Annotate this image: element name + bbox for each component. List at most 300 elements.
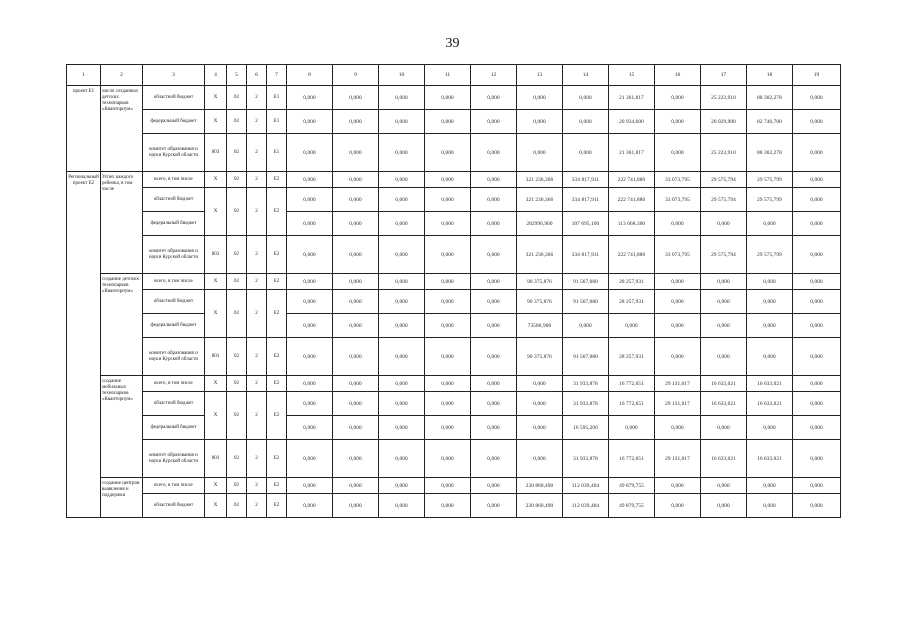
amount-cell: 0,000 (563, 314, 609, 338)
column-number: 17 (701, 65, 747, 86)
code-cell: 02 (227, 376, 247, 392)
amount-cell: 49 879,755 (609, 494, 655, 518)
amount-cell: 0,000 (425, 376, 471, 392)
amount-cell: 0,000 (333, 274, 379, 290)
amount-cell: 0,000 (517, 440, 563, 478)
table-row (67, 478, 841, 494)
table-row (67, 236, 841, 274)
code-cell: Х (205, 392, 227, 440)
amount-cell: 0,000 (655, 494, 701, 518)
amount-cell: 0,000 (747, 478, 793, 494)
code-cell: Х (205, 110, 227, 134)
amount-cell: 0,000 (287, 212, 333, 236)
amount-cell: 321 236,366 (517, 172, 563, 188)
column-number: 16 (655, 65, 701, 86)
funding-source-cell: областной бюджет (143, 494, 205, 518)
amount-cell: 0,000 (655, 274, 701, 290)
amount-cell: 0,000 (379, 392, 425, 416)
table-row (67, 274, 841, 290)
funding-source-cell: федеральный бюджет (143, 110, 205, 134)
amount-cell: 16 772,651 (609, 392, 655, 416)
amount-cell: 33 073,795 (655, 172, 701, 188)
amount-cell: 0,000 (517, 416, 563, 440)
amount-cell: 25 223,910 (701, 86, 747, 110)
amount-cell: 0,000 (701, 314, 747, 338)
amount-cell: 0,000 (655, 110, 701, 134)
code-cell: 02 (227, 172, 247, 188)
code-cell: 02 (227, 392, 247, 440)
code-cell: 02 (227, 86, 247, 110)
table-row (67, 212, 841, 236)
code-cell: 2 (247, 172, 267, 188)
amount-cell: 282996,900 (517, 212, 563, 236)
amount-cell: 0,000 (563, 110, 609, 134)
amount-cell: 0,000 (471, 392, 517, 416)
amount-cell: 0,000 (471, 134, 517, 172)
amount-cell: 334 817,911 (563, 188, 609, 212)
page-number: 39 (445, 36, 460, 51)
amount-cell: 28 257,931 (609, 290, 655, 314)
amount-cell: 0,000 (425, 86, 471, 110)
table-row (67, 376, 841, 392)
amount-cell: 0,000 (333, 338, 379, 376)
amount-cell: 0,000 (471, 416, 517, 440)
amount-cell: 0,000 (701, 494, 747, 518)
amount-cell: 0,000 (379, 290, 425, 314)
amount-cell: 0,000 (471, 172, 517, 188)
amount-cell: 16 633,021 (701, 376, 747, 392)
amount-cell: 0,000 (379, 314, 425, 338)
amount-cell: 90 375,876 (517, 290, 563, 314)
amount-cell: 0,000 (655, 416, 701, 440)
amount-cell: 0,000 (655, 212, 701, 236)
activity-name-cell: создание детских технопарков «Кванториум» (101, 274, 143, 376)
amount-cell: 0,000 (471, 86, 517, 110)
column-number: 19 (793, 65, 841, 86)
amount-cell: 0,000 (793, 494, 841, 518)
amount-cell: 91 567,080 (563, 290, 609, 314)
code-cell: 2 (247, 478, 267, 494)
column-number: 10 (379, 65, 425, 86)
amount-cell: 16 595,200 (563, 416, 609, 440)
budget-table (66, 64, 841, 518)
amount-cell: 29 131,017 (655, 440, 701, 478)
amount-cell: 0,000 (471, 494, 517, 518)
code-cell: 02 (227, 134, 247, 172)
amount-cell: 0,000 (333, 236, 379, 274)
table-row (67, 338, 841, 376)
amount-cell: 0,000 (793, 314, 841, 338)
column-number: 4 (205, 65, 227, 86)
code-cell: 02 (227, 274, 247, 290)
code-cell: Е1 (267, 86, 287, 110)
code-cell: 02 (227, 338, 247, 376)
amount-cell: 16 633,021 (747, 376, 793, 392)
amount-cell: 0,000 (287, 134, 333, 172)
amount-cell: 29 575,799 (747, 236, 793, 274)
amount-cell: 29 575,794 (701, 236, 747, 274)
funding-source-cell: областной бюджет (143, 392, 205, 416)
amount-cell: 0,000 (287, 392, 333, 416)
funding-source-cell: областной бюджет (143, 290, 205, 314)
amount-cell: 0,000 (287, 188, 333, 212)
code-cell: 2 (247, 188, 267, 236)
amount-cell: 0,000 (747, 416, 793, 440)
amount-cell: 0,000 (333, 134, 379, 172)
funding-source-cell: всего, в том числе (143, 478, 205, 494)
amount-cell: 0,000 (287, 376, 333, 392)
amount-cell: 0,000 (701, 478, 747, 494)
amount-cell: 16 633,021 (701, 392, 747, 416)
table-row (67, 134, 841, 172)
table-row (67, 440, 841, 478)
amount-cell: 0,000 (747, 290, 793, 314)
amount-cell: 0,000 (471, 110, 517, 134)
amount-cell: 0,000 (701, 212, 747, 236)
amount-cell: 0,000 (287, 440, 333, 478)
code-cell: 02 (227, 236, 247, 274)
code-cell: Е2 (267, 172, 287, 188)
amount-cell: 0,000 (517, 110, 563, 134)
amount-cell: 21 361,817 (609, 86, 655, 110)
amount-cell: 0,000 (425, 440, 471, 478)
column-number: 18 (747, 65, 793, 86)
amount-cell: 334 817,911 (563, 172, 609, 188)
amount-cell: 33 073,795 (655, 236, 701, 274)
amount-cell: 0,000 (471, 338, 517, 376)
amount-cell: 28 257,931 (609, 338, 655, 376)
amount-cell: 0,000 (793, 440, 841, 478)
table-row (67, 86, 841, 110)
amount-cell: 0,000 (655, 478, 701, 494)
code-cell: Е2 (267, 392, 287, 440)
amount-cell: 0,000 (379, 110, 425, 134)
code-cell: 803 (205, 440, 227, 478)
column-number: 1 (67, 65, 101, 86)
amount-cell: 0,000 (287, 494, 333, 518)
amount-cell: 230 860,490 (517, 494, 563, 518)
amount-cell: 49 879,755 (609, 478, 655, 494)
amount-cell: 29 131,017 (655, 392, 701, 416)
amount-cell: 0,000 (747, 274, 793, 290)
code-cell: Х (205, 188, 227, 236)
funding-source-cell: всего, в том числе (143, 376, 205, 392)
amount-cell: 0,000 (609, 314, 655, 338)
funding-source-cell: комитет образования и науки Курской области (143, 236, 205, 274)
amount-cell: 107 695,100 (563, 212, 609, 236)
table-row (67, 494, 841, 518)
amount-cell: 0,000 (747, 494, 793, 518)
amount-cell: 0,000 (609, 416, 655, 440)
amount-cell: 0,000 (333, 188, 379, 212)
code-cell: 2 (247, 86, 267, 110)
code-cell: Е1 (267, 134, 287, 172)
amount-cell: 0,000 (701, 290, 747, 314)
activity-name-cell: создание центров выявления и поддержки (101, 478, 143, 518)
amount-cell: 20 934,600 (609, 110, 655, 134)
amount-cell: 16 633,021 (701, 440, 747, 478)
code-cell: 803 (205, 236, 227, 274)
amount-cell: 73586,900 (517, 314, 563, 338)
amount-cell: 25 223,910 (701, 134, 747, 172)
amount-cell: 0,000 (471, 236, 517, 274)
amount-cell: 0,000 (425, 314, 471, 338)
code-cell: Х (205, 376, 227, 392)
amount-cell: 0,000 (379, 212, 425, 236)
amount-cell: 0,000 (793, 86, 841, 110)
amount-cell: 0,000 (793, 212, 841, 236)
amount-cell: 0,000 (793, 172, 841, 188)
amount-cell: 112 039,404 (563, 478, 609, 494)
code-cell: 2 (247, 236, 267, 274)
amount-cell: 0,000 (793, 188, 841, 212)
amount-cell: 321 236,366 (517, 236, 563, 274)
code-cell: Е2 (267, 274, 287, 290)
amount-cell: 0,000 (425, 172, 471, 188)
amount-cell: 0,000 (333, 86, 379, 110)
amount-cell: 0,000 (701, 274, 747, 290)
amount-cell: 0,000 (379, 376, 425, 392)
code-cell: 803 (205, 338, 227, 376)
amount-cell: 0,000 (333, 392, 379, 416)
activity-name-cell: создание мобильных технопарков «Кванториум» (101, 376, 143, 478)
table-row (67, 110, 841, 134)
code-cell: 803 (205, 134, 227, 172)
table-row (67, 172, 841, 188)
amount-cell: 0,000 (563, 86, 609, 110)
amount-cell: 0,000 (333, 416, 379, 440)
table-row (67, 392, 841, 416)
amount-cell: 0,000 (793, 392, 841, 416)
amount-cell: 16 772,651 (609, 440, 655, 478)
code-cell: Х (205, 172, 227, 188)
amount-cell: 0,000 (287, 172, 333, 188)
amount-cell: 0,000 (333, 172, 379, 188)
amount-cell: 0,000 (425, 134, 471, 172)
amount-cell: 0,000 (517, 86, 563, 110)
amount-cell: 0,000 (333, 376, 379, 392)
amount-cell: 0,000 (425, 274, 471, 290)
project-name-cell: проект Е1 (67, 86, 101, 172)
amount-cell: 0,000 (287, 290, 333, 314)
code-cell: 02 (227, 494, 247, 518)
funding-source-cell: комитет образования и науки Курской области (143, 440, 205, 478)
amount-cell: 0,000 (701, 416, 747, 440)
funding-source-cell: всего, в том числе (143, 274, 205, 290)
column-number: 13 (517, 65, 563, 86)
amount-cell: 91 567,080 (563, 338, 609, 376)
column-number: 7 (267, 65, 287, 86)
amount-cell: 0,000 (747, 212, 793, 236)
amount-cell: 0,000 (287, 338, 333, 376)
code-cell: 2 (247, 338, 267, 376)
amount-cell: 222 741,880 (609, 236, 655, 274)
funding-source-cell: федеральный бюджет (143, 314, 205, 338)
amount-cell: 29 575,799 (747, 188, 793, 212)
amount-cell: 0,000 (287, 274, 333, 290)
column-number: 11 (425, 65, 471, 86)
amount-cell: 0,000 (379, 236, 425, 274)
code-cell: 2 (247, 440, 267, 478)
funding-source-cell: федеральный бюджет (143, 212, 205, 236)
code-cell: Х (205, 290, 227, 338)
amount-cell: 0,000 (333, 440, 379, 478)
funding-source-cell: областной бюджет (143, 188, 205, 212)
amount-cell: 28 257,931 (609, 274, 655, 290)
amount-cell: 16 633,021 (747, 392, 793, 416)
amount-cell: 29 575,794 (701, 172, 747, 188)
amount-cell: 0,000 (333, 494, 379, 518)
amount-cell: 0,000 (747, 314, 793, 338)
amount-cell: 88 302,278 (747, 134, 793, 172)
amount-cell: 0,000 (287, 86, 333, 110)
amount-cell: 0,000 (793, 274, 841, 290)
activity-name-cell: Успех каждого ребенка, в том числе (101, 172, 143, 274)
column-number: 2 (101, 65, 143, 86)
code-cell: 2 (247, 392, 267, 440)
amount-cell: 112 039,404 (563, 494, 609, 518)
column-number: 9 (333, 65, 379, 86)
amount-cell: 31 933,878 (563, 392, 609, 416)
code-cell: 02 (227, 290, 247, 338)
amount-cell: 321 236,366 (517, 188, 563, 212)
column-number: 15 (609, 65, 655, 86)
amount-cell: 0,000 (655, 338, 701, 376)
amount-cell: 90 375,876 (517, 338, 563, 376)
amount-cell: 0,000 (379, 134, 425, 172)
code-cell: 2 (247, 494, 267, 518)
code-cell: Х (205, 274, 227, 290)
amount-cell: 29 575,799 (747, 172, 793, 188)
amount-cell: 0,000 (287, 110, 333, 134)
amount-cell: 0,000 (425, 416, 471, 440)
amount-cell: 230 860,490 (517, 478, 563, 494)
amount-cell: 29 575,794 (701, 188, 747, 212)
amount-cell: 0,000 (425, 478, 471, 494)
table-row (67, 416, 841, 440)
code-cell: 02 (227, 478, 247, 494)
amount-cell: 0,000 (471, 212, 517, 236)
amount-cell: 0,000 (471, 188, 517, 212)
amount-cell: 0,000 (425, 290, 471, 314)
amount-cell: 222 741,880 (609, 188, 655, 212)
code-cell: 2 (247, 274, 267, 290)
funding-source-cell: комитет образования и науки Курской области (143, 134, 205, 172)
amount-cell: 0,000 (517, 134, 563, 172)
amount-cell: 20 029,900 (701, 110, 747, 134)
amount-cell: 0,000 (379, 440, 425, 478)
code-cell: 02 (227, 440, 247, 478)
amount-cell: 33 073,795 (655, 188, 701, 212)
column-number: 3 (143, 65, 205, 86)
amount-cell: 222 741,880 (609, 172, 655, 188)
amount-cell: 0,000 (471, 274, 517, 290)
amount-cell: 0,000 (517, 376, 563, 392)
code-cell: 2 (247, 134, 267, 172)
code-cell: Х (205, 478, 227, 494)
table-row (67, 188, 841, 212)
amount-cell: 0,000 (793, 478, 841, 494)
amount-cell: 0,000 (379, 188, 425, 212)
amount-cell: 0,000 (471, 440, 517, 478)
project-name-cell: Региональный проект Е2 (67, 172, 101, 518)
amount-cell: 91 567,080 (563, 274, 609, 290)
amount-cell: 0,000 (563, 134, 609, 172)
code-cell: Е2 (267, 478, 287, 494)
amount-cell: 0,000 (793, 290, 841, 314)
amount-cell: 0,000 (793, 236, 841, 274)
table-body (67, 65, 841, 518)
amount-cell: 113 668,300 (609, 212, 655, 236)
amount-cell: 0,000 (379, 172, 425, 188)
code-cell: Е2 (267, 440, 287, 478)
column-number: 6 (247, 65, 267, 86)
amount-cell: 0,000 (747, 338, 793, 376)
funding-source-cell: федеральный бюджет (143, 416, 205, 440)
amount-cell: 0,000 (471, 376, 517, 392)
code-cell: Е2 (267, 290, 287, 338)
column-number: 14 (563, 65, 609, 86)
amount-cell: 0,000 (425, 494, 471, 518)
amount-cell: 0,000 (425, 110, 471, 134)
code-cell: 2 (247, 110, 267, 134)
amount-cell: 82 746,700 (747, 110, 793, 134)
amount-cell: 0,000 (655, 86, 701, 110)
code-cell: Е2 (267, 376, 287, 392)
amount-cell: 29 131,017 (655, 376, 701, 392)
amount-cell: 0,000 (287, 478, 333, 494)
amount-cell: 16 772,651 (609, 376, 655, 392)
amount-cell: 0,000 (655, 134, 701, 172)
amount-cell: 31 933,878 (563, 376, 609, 392)
amount-cell: 0,000 (793, 134, 841, 172)
amount-cell: 90 375,876 (517, 274, 563, 290)
code-cell: Е2 (267, 494, 287, 518)
amount-cell: 0,000 (379, 86, 425, 110)
amount-cell: 0,000 (655, 290, 701, 314)
amount-cell: 0,000 (425, 188, 471, 212)
amount-cell: 0,000 (471, 290, 517, 314)
funding-source-cell: всего, в том числе (143, 172, 205, 188)
amount-cell: 0,000 (655, 314, 701, 338)
amount-cell: 0,000 (287, 314, 333, 338)
code-cell: 2 (247, 376, 267, 392)
amount-cell: 88 302,278 (747, 86, 793, 110)
amount-cell: 0,000 (793, 376, 841, 392)
amount-cell: 0,000 (793, 338, 841, 376)
amount-cell: 0,000 (471, 314, 517, 338)
amount-cell: 0,000 (471, 478, 517, 494)
code-cell: Х (205, 494, 227, 518)
code-cell: 2 (247, 290, 267, 338)
amount-cell: 0,000 (425, 338, 471, 376)
column-number: 5 (227, 65, 247, 86)
amount-cell: 21 361,817 (609, 134, 655, 172)
code-cell: 02 (227, 188, 247, 236)
amount-cell: 0,000 (379, 494, 425, 518)
code-cell: 02 (227, 110, 247, 134)
column-number-row (67, 65, 841, 86)
table-row (67, 290, 841, 314)
amount-cell: 0,000 (379, 338, 425, 376)
amount-cell: 0,000 (517, 392, 563, 416)
amount-cell: 334 817,911 (563, 236, 609, 274)
funding-source-cell: комитет образования и науки Курской области (143, 338, 205, 376)
amount-cell: 0,000 (701, 338, 747, 376)
code-cell: Е2 (267, 236, 287, 274)
activity-name-cell: число созданных детских технопарков «Кванториум» (101, 86, 143, 172)
funding-source-cell: областной бюджет (143, 86, 205, 110)
